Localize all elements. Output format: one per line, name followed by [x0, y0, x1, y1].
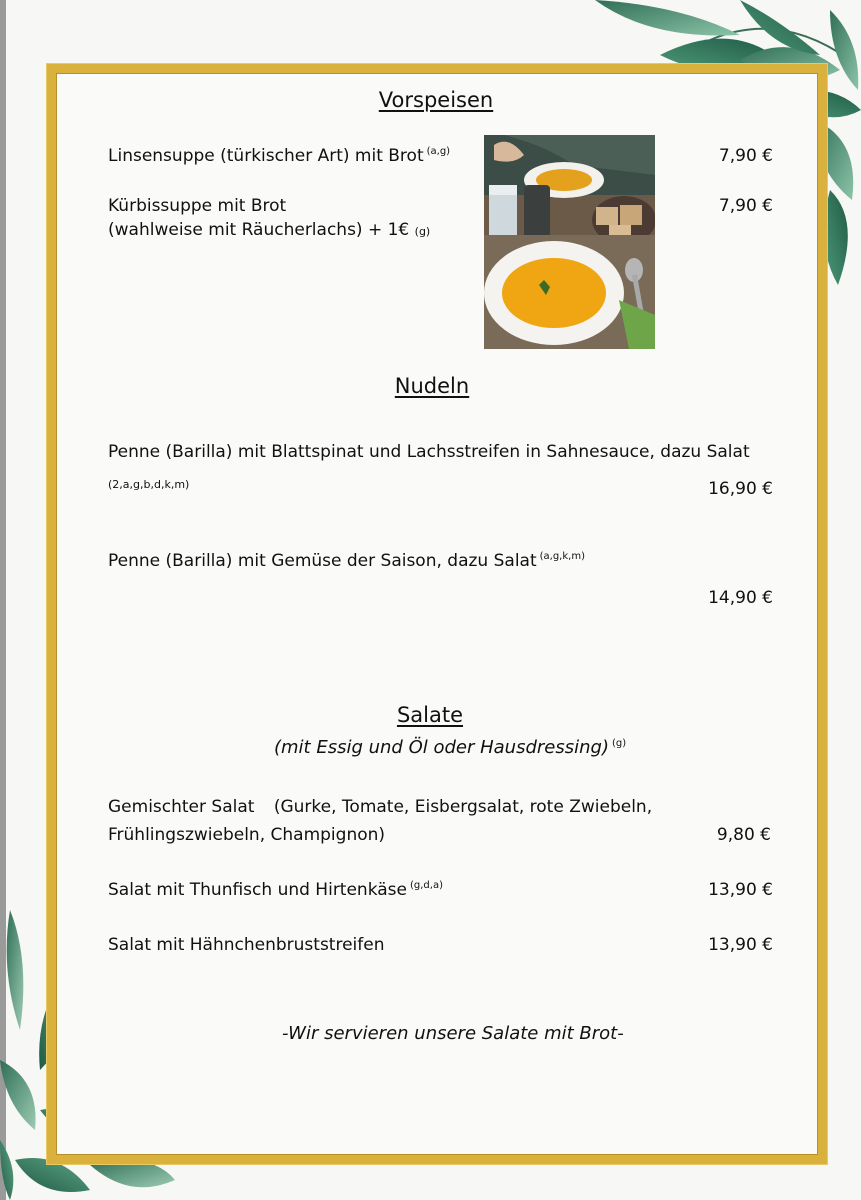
allergen-note: (a,g): [426, 146, 451, 157]
allergen-note: (2,a,g,b,d,k,m): [108, 478, 190, 491]
item-price: 7,90 €: [718, 196, 773, 216]
menu-item-pasta-2: [108, 551, 585, 571]
item-detail-line2: Frühlingszwiebeln, Champignon): [108, 825, 386, 845]
section-heading-salads: Salate: [396, 703, 464, 727]
allergen-note: (g,d,a): [410, 880, 443, 891]
item-name: Salat mit Thunfisch und Hirtenkäse: [108, 880, 407, 900]
menu-item-salad-2: [108, 880, 443, 900]
subtitle-text: (mit Essig und Öl oder Hausdressing): [274, 737, 609, 758]
item-price: 14,90 €: [708, 588, 773, 608]
allergen-note: (a,g,k,m): [539, 551, 585, 562]
section-heading-starters: Vorspeisen: [378, 88, 494, 112]
menu-item-starter-1: [108, 146, 450, 166]
item-name: Gemischter Salat: [108, 797, 255, 817]
menu-item-starter-2-detail: [108, 220, 430, 240]
salads-footer-note: -Wir servieren unsere Salate mit Brot-: [282, 1023, 624, 1044]
menu-item-salad-1: [108, 797, 652, 817]
item-name-salad-3: Salat mit Hähnchenbruststreifen: [108, 935, 385, 955]
item-price: 9,80 €: [716, 825, 771, 845]
item-detail: (Gurke, Tomate, Eisbergsalat, rote Zwiebeln,: [273, 797, 653, 817]
allergen-note: (g): [611, 738, 627, 749]
item-price: 13,90 €: [708, 880, 773, 900]
item-name-pasta-1: Penne (Barilla) mit Blattspinat und Lachsstreifen in Sahnesauce, dazu Salat: [108, 442, 750, 462]
item-price: 7,90 €: [718, 146, 773, 166]
section-heading-pasta: Nudeln: [394, 374, 470, 398]
item-subline: (wahlweise mit Räucherlachs) + 1€: [108, 220, 410, 240]
item-price: 16,90 €: [708, 479, 773, 499]
item-name-starter-2: Kürbissuppe mit Brot: [108, 196, 287, 216]
allergen-note: (g): [414, 225, 431, 238]
soup-photo: [484, 135, 655, 349]
section-subtitle: [274, 737, 626, 758]
item-name: Linsensuppe (türkischer Art) mit Brot: [108, 146, 424, 166]
item-price: 13,90 €: [708, 935, 773, 955]
item-name: Penne (Barilla) mit Gemüse der Saison, dazu Salat: [108, 551, 537, 571]
